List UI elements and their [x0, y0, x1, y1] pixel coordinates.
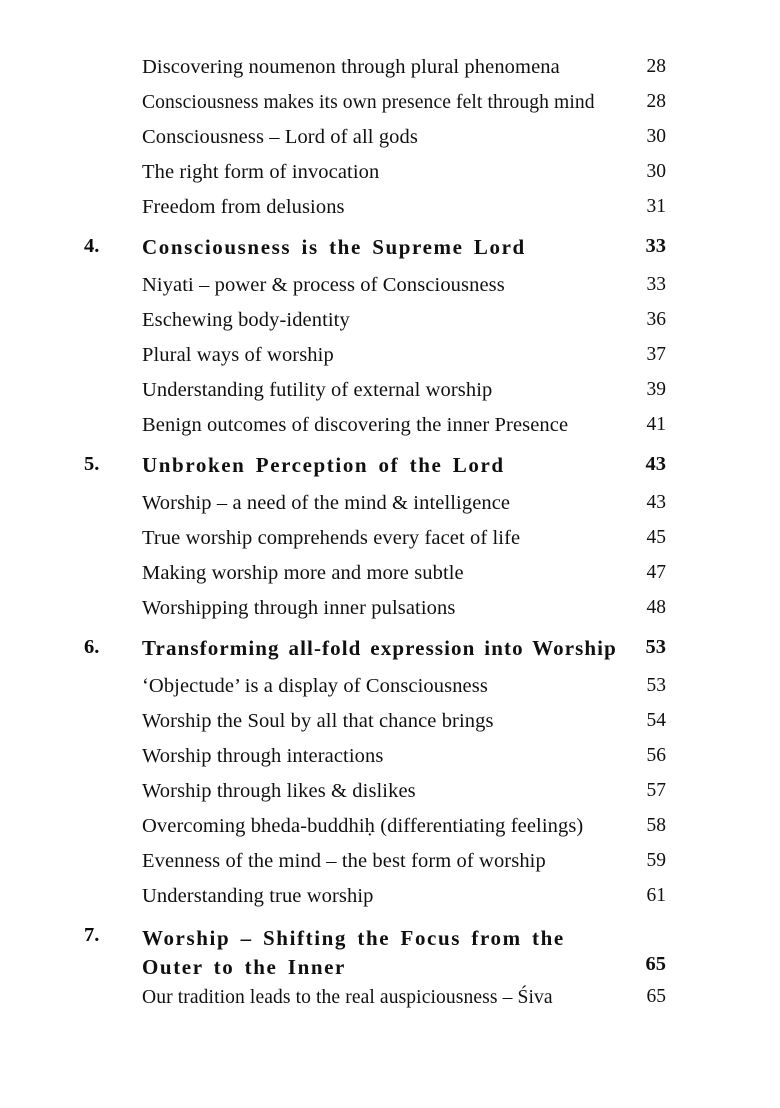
page-number: 41: [646, 414, 666, 435]
page-number: 65: [645, 953, 666, 975]
page-number: 56: [646, 745, 666, 766]
page-number: 59: [646, 850, 666, 871]
toc-entry-row[interactable]: [0, 414, 780, 449]
entry-title: Understanding futility of external worship: [142, 379, 493, 401]
toc-entry-row[interactable]: [0, 492, 780, 527]
entry-title: Consciousness makes its own presence felt through mind: [142, 91, 595, 113]
toc-entry-row[interactable]: [0, 126, 780, 161]
toc-entry-row[interactable]: [0, 56, 780, 91]
entry-title: Plural ways of worship: [142, 344, 334, 366]
toc-entry-row[interactable]: [0, 815, 780, 850]
entry-title: Overcoming bheda-buddhiḥ (differentiating feelings): [142, 815, 584, 837]
toc-entry-row[interactable]: [0, 379, 780, 414]
chapter-number: 4.: [84, 235, 100, 257]
page-number: 30: [646, 126, 666, 147]
entry-title: Worship – a need of the mind & intelligence: [142, 492, 511, 514]
toc-entry-row[interactable]: [0, 850, 780, 885]
entry-title: Making worship more and more subtle: [142, 562, 464, 584]
entry-title: ‘Objectude’ is a display of Consciousness: [142, 675, 488, 697]
page-number: 33: [645, 235, 666, 257]
page-number: 33: [646, 274, 666, 295]
entry-title: Benign outcomes of discovering the inner Presence: [142, 414, 569, 436]
chapter-title: Consciousness is the Supreme Lord: [142, 235, 526, 259]
entry-title: True worship comprehends every facet of life: [142, 527, 521, 549]
entry-title: Freedom from delusions: [142, 196, 345, 218]
entry-title: Eschewing body-identity: [142, 309, 350, 331]
entry-title: Worshipping through inner pulsations: [142, 597, 456, 619]
toc-chapter-row[interactable]: [0, 636, 780, 674]
toc-entry-row[interactable]: [0, 885, 780, 920]
page-number: 53: [645, 636, 666, 658]
page-number: 37: [646, 344, 666, 365]
toc-entry-row[interactable]: [0, 196, 780, 231]
page-number: 58: [646, 815, 666, 836]
toc-entry-row[interactable]: [0, 745, 780, 780]
page-number: 43: [646, 492, 666, 513]
toc-entry-row[interactable]: [0, 710, 780, 745]
chapter-title: Transforming all-fold expression into Worship: [142, 636, 617, 660]
page-number: 54: [646, 710, 666, 731]
toc-chapter-row[interactable]: [0, 235, 780, 273]
entry-title: The right form of invocation: [142, 161, 380, 183]
toc-entry-row[interactable]: [0, 344, 780, 379]
entry-title: Worship through interactions: [142, 745, 384, 767]
entry-title: Discovering noumenon through plural phenomena: [142, 56, 560, 78]
toc-entry-row[interactable]: [0, 161, 780, 196]
page-number: 36: [646, 309, 666, 330]
chapter-number: 7.: [84, 924, 100, 946]
page-number: 39: [646, 379, 666, 400]
chapter-title: Worship – Shifting the Focus from the Outer to the Inner: [142, 926, 565, 979]
page-number: 48: [646, 597, 666, 618]
toc-entry-row[interactable]: [0, 597, 780, 632]
toc-entry-row[interactable]: [0, 309, 780, 344]
chapter-number: 5.: [84, 453, 100, 475]
entry-title: Evenness of the mind – the best form of worship: [142, 850, 546, 872]
page-number: 57: [646, 780, 666, 801]
chapter-title: Unbroken Perception of the Lord: [142, 453, 505, 477]
page-number: 47: [646, 562, 666, 583]
page-number: 53: [646, 675, 666, 696]
entry-title: Our tradition leads to the real auspiciousness – Śiva: [142, 986, 553, 1008]
entry-title: Consciousness – Lord of all gods: [142, 126, 418, 148]
toc-entry-row[interactable]: [0, 780, 780, 815]
toc-entry-row[interactable]: [0, 527, 780, 562]
page-number: 28: [646, 56, 666, 77]
page-number: 43: [645, 453, 666, 475]
toc-entry-row[interactable]: [0, 91, 780, 126]
entry-title: Niyati – power & process of Consciousness: [142, 274, 505, 296]
toc-entry-row[interactable]: [0, 986, 780, 1021]
toc-entry-row[interactable]: [0, 562, 780, 597]
page-number: 65: [646, 986, 666, 1007]
toc-entry-row[interactable]: [0, 675, 780, 710]
page-number: 28: [646, 91, 666, 112]
page-number: 45: [646, 527, 666, 548]
entry-title: Understanding true worship: [142, 885, 374, 907]
page-number: 31: [646, 196, 666, 217]
page-number: 30: [646, 161, 666, 182]
toc-chapter-row[interactable]: [0, 453, 780, 491]
toc-entry-row[interactable]: [0, 274, 780, 309]
entry-title: Worship through likes & dislikes: [142, 780, 416, 802]
entry-title: Worship the Soul by all that chance brings: [142, 710, 494, 732]
toc-chapter-row[interactable]: [0, 924, 780, 990]
page-number: 61: [646, 885, 666, 906]
chapter-number: 6.: [84, 636, 100, 658]
